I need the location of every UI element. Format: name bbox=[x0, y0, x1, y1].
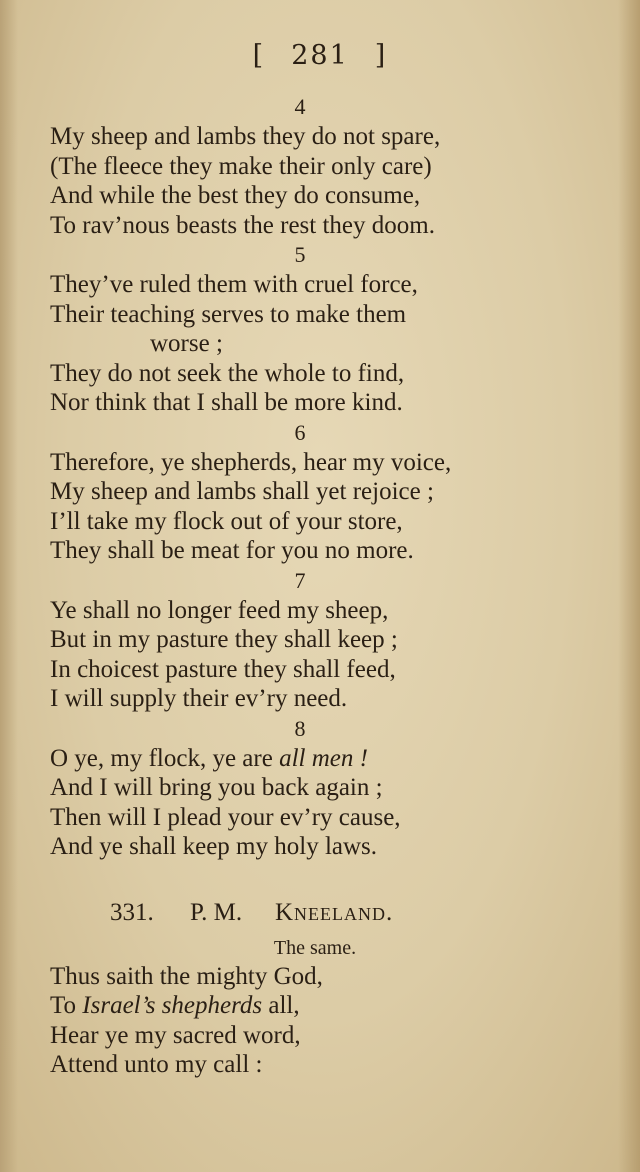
verse-line-text: Nor think that I shall be more kind. bbox=[50, 389, 403, 416]
verse-line bbox=[50, 122, 520, 152]
verse-line bbox=[50, 477, 520, 507]
verse-line-text: And while the best they do consume, bbox=[50, 182, 421, 209]
verse-line bbox=[50, 625, 520, 655]
hymn-meter: P. M. bbox=[190, 898, 243, 926]
verse-line bbox=[50, 211, 520, 241]
verse-line-text: To rav’nous beasts the rest they doom. bbox=[50, 211, 435, 239]
verse-line-text: I will supply their ev’ry need. bbox=[50, 685, 348, 712]
hymn-line bbox=[50, 962, 520, 992]
verse-line bbox=[50, 388, 520, 418]
verse-line-text: They shall be meat for you no more. bbox=[50, 537, 414, 564]
hymn-line bbox=[50, 1021, 520, 1051]
hymn-subtitle: The same. bbox=[273, 936, 357, 959]
verse-line bbox=[50, 448, 520, 478]
bracket-close: ] bbox=[374, 40, 388, 71]
hymn-text bbox=[50, 92, 520, 1080]
verse-line bbox=[50, 744, 520, 774]
verse-line bbox=[50, 803, 520, 833]
verse-line-text: (The fleece they make their only care) bbox=[50, 152, 432, 180]
verse-line-text: Their teaching serves to make them bbox=[50, 300, 407, 328]
verse-line-text: They’ve ruled them with cruel force, bbox=[50, 271, 418, 298]
verse-line bbox=[50, 832, 520, 862]
page-edge-shadow-right bbox=[618, 0, 640, 1172]
verse-line-text: Then will I plead your ev’ry cause, bbox=[50, 803, 401, 831]
verse-number: 5 bbox=[294, 242, 306, 267]
verse-number: 7 bbox=[294, 567, 306, 593]
verse-line bbox=[50, 684, 520, 714]
verse-line-text: Ye shall no longer feed my sheep, bbox=[50, 596, 389, 624]
verse-number: 4 bbox=[294, 94, 306, 119]
bracket-open: [ bbox=[252, 40, 266, 71]
hymn-line-italic: Israel’s shepherds bbox=[82, 992, 263, 1019]
hymn-line-text: Thus saith the mighty God, bbox=[50, 962, 323, 990]
verse-line-text: In choicest pasture they shall feed, bbox=[50, 655, 396, 683]
hymn-number: 331. bbox=[110, 898, 154, 926]
verse-line-text: I’ll take my flock out of your store, bbox=[50, 507, 403, 535]
verse-line-text: And I will bring you back again ; bbox=[50, 774, 383, 801]
verse-line bbox=[50, 181, 520, 211]
verse-line bbox=[50, 773, 520, 803]
page-header bbox=[0, 40, 640, 71]
hymn-tune: Kneeland. bbox=[275, 898, 394, 926]
hymn-line bbox=[50, 991, 520, 1021]
verse-line bbox=[50, 300, 520, 330]
hymn-line bbox=[50, 1050, 520, 1080]
verse-line bbox=[50, 507, 520, 537]
verse-line-text: My sheep and lambs they do not spare, bbox=[50, 123, 441, 150]
hymn-line-text: Attend unto my call : bbox=[50, 1051, 263, 1078]
verse-line-text: Therefore, ye shepherds, hear my voice, bbox=[50, 448, 452, 476]
verse-number: 8 bbox=[294, 715, 306, 741]
verse-line bbox=[50, 152, 520, 182]
page-edge-shadow-left bbox=[0, 0, 18, 1172]
verse-number: 6 bbox=[294, 419, 306, 445]
hymn-line-text: Hear ye my sacred word, bbox=[50, 1021, 301, 1049]
hymn-heading bbox=[50, 896, 520, 930]
hymn-line-tail: all, bbox=[262, 992, 300, 1019]
verse-line bbox=[50, 655, 520, 685]
verse-line-text: But in my pasture they shall keep ; bbox=[50, 626, 398, 653]
verse-line-text: O ye, my flock, ye are bbox=[50, 744, 280, 772]
verse-line-text: And ye shall keep my holy laws. bbox=[50, 833, 378, 860]
verse-line bbox=[50, 270, 520, 300]
hymn-line-text: To bbox=[50, 992, 83, 1019]
verse-line bbox=[50, 596, 520, 626]
verse-line-text: My sheep and lambs shall yet rejoice ; bbox=[50, 478, 434, 505]
page-number: 281 bbox=[291, 40, 349, 71]
verse-line-text: They do not seek the whole to find, bbox=[50, 359, 405, 387]
verse-line bbox=[50, 359, 520, 389]
verse-line-italic: all men ! bbox=[279, 744, 368, 772]
verse-line bbox=[50, 536, 520, 566]
verse-line bbox=[50, 329, 520, 359]
verse-line-text: worse ; bbox=[150, 330, 223, 357]
